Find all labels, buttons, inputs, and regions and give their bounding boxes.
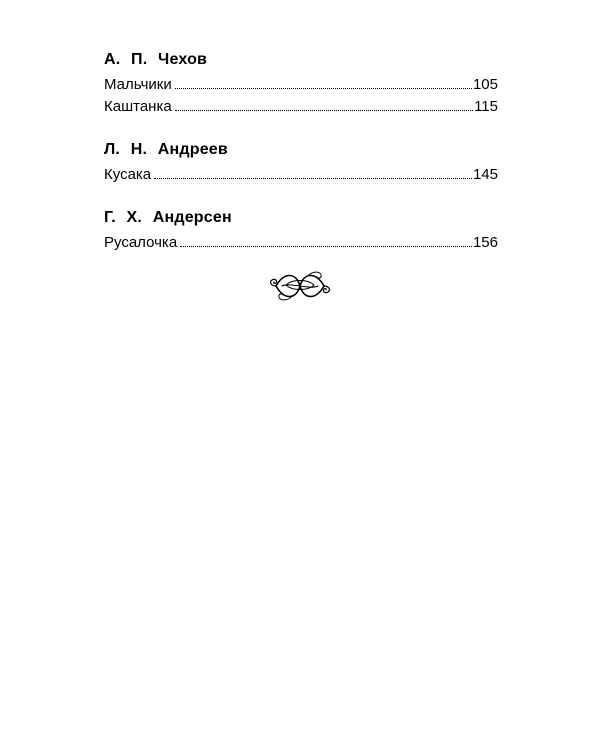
entry-page-number: 105 [472,76,498,93]
entry-page-number: 156 [472,234,498,251]
toc-entry[interactable] [104,96,498,118]
entry-title: Кусака [104,166,152,183]
toc-entry[interactable] [104,232,498,254]
toc-section-andreev [104,140,498,186]
dot-leader [180,245,472,247]
toc-section-andersen [104,208,498,254]
author-heading: Л. Н. Андреев [104,141,228,158]
toc-section-chekhov [104,50,498,118]
entry-page-number: 115 [474,98,498,115]
entry-title: Мальчики [104,76,172,93]
dot-leader [175,87,472,89]
flourish-ornament-icon [266,268,334,304]
entry-title: Русалочка [104,234,178,251]
author-heading: Г. Х. Андерсен [104,209,232,226]
dot-leader [154,177,472,179]
entry-title: Каштанка [104,98,172,115]
toc-entry[interactable] [104,74,498,96]
dot-leader [175,109,473,111]
author-heading: А. П. Чехов [104,51,208,68]
toc-entry[interactable] [104,164,498,186]
table-of-contents [104,50,498,276]
entry-page-number: 145 [472,166,498,183]
